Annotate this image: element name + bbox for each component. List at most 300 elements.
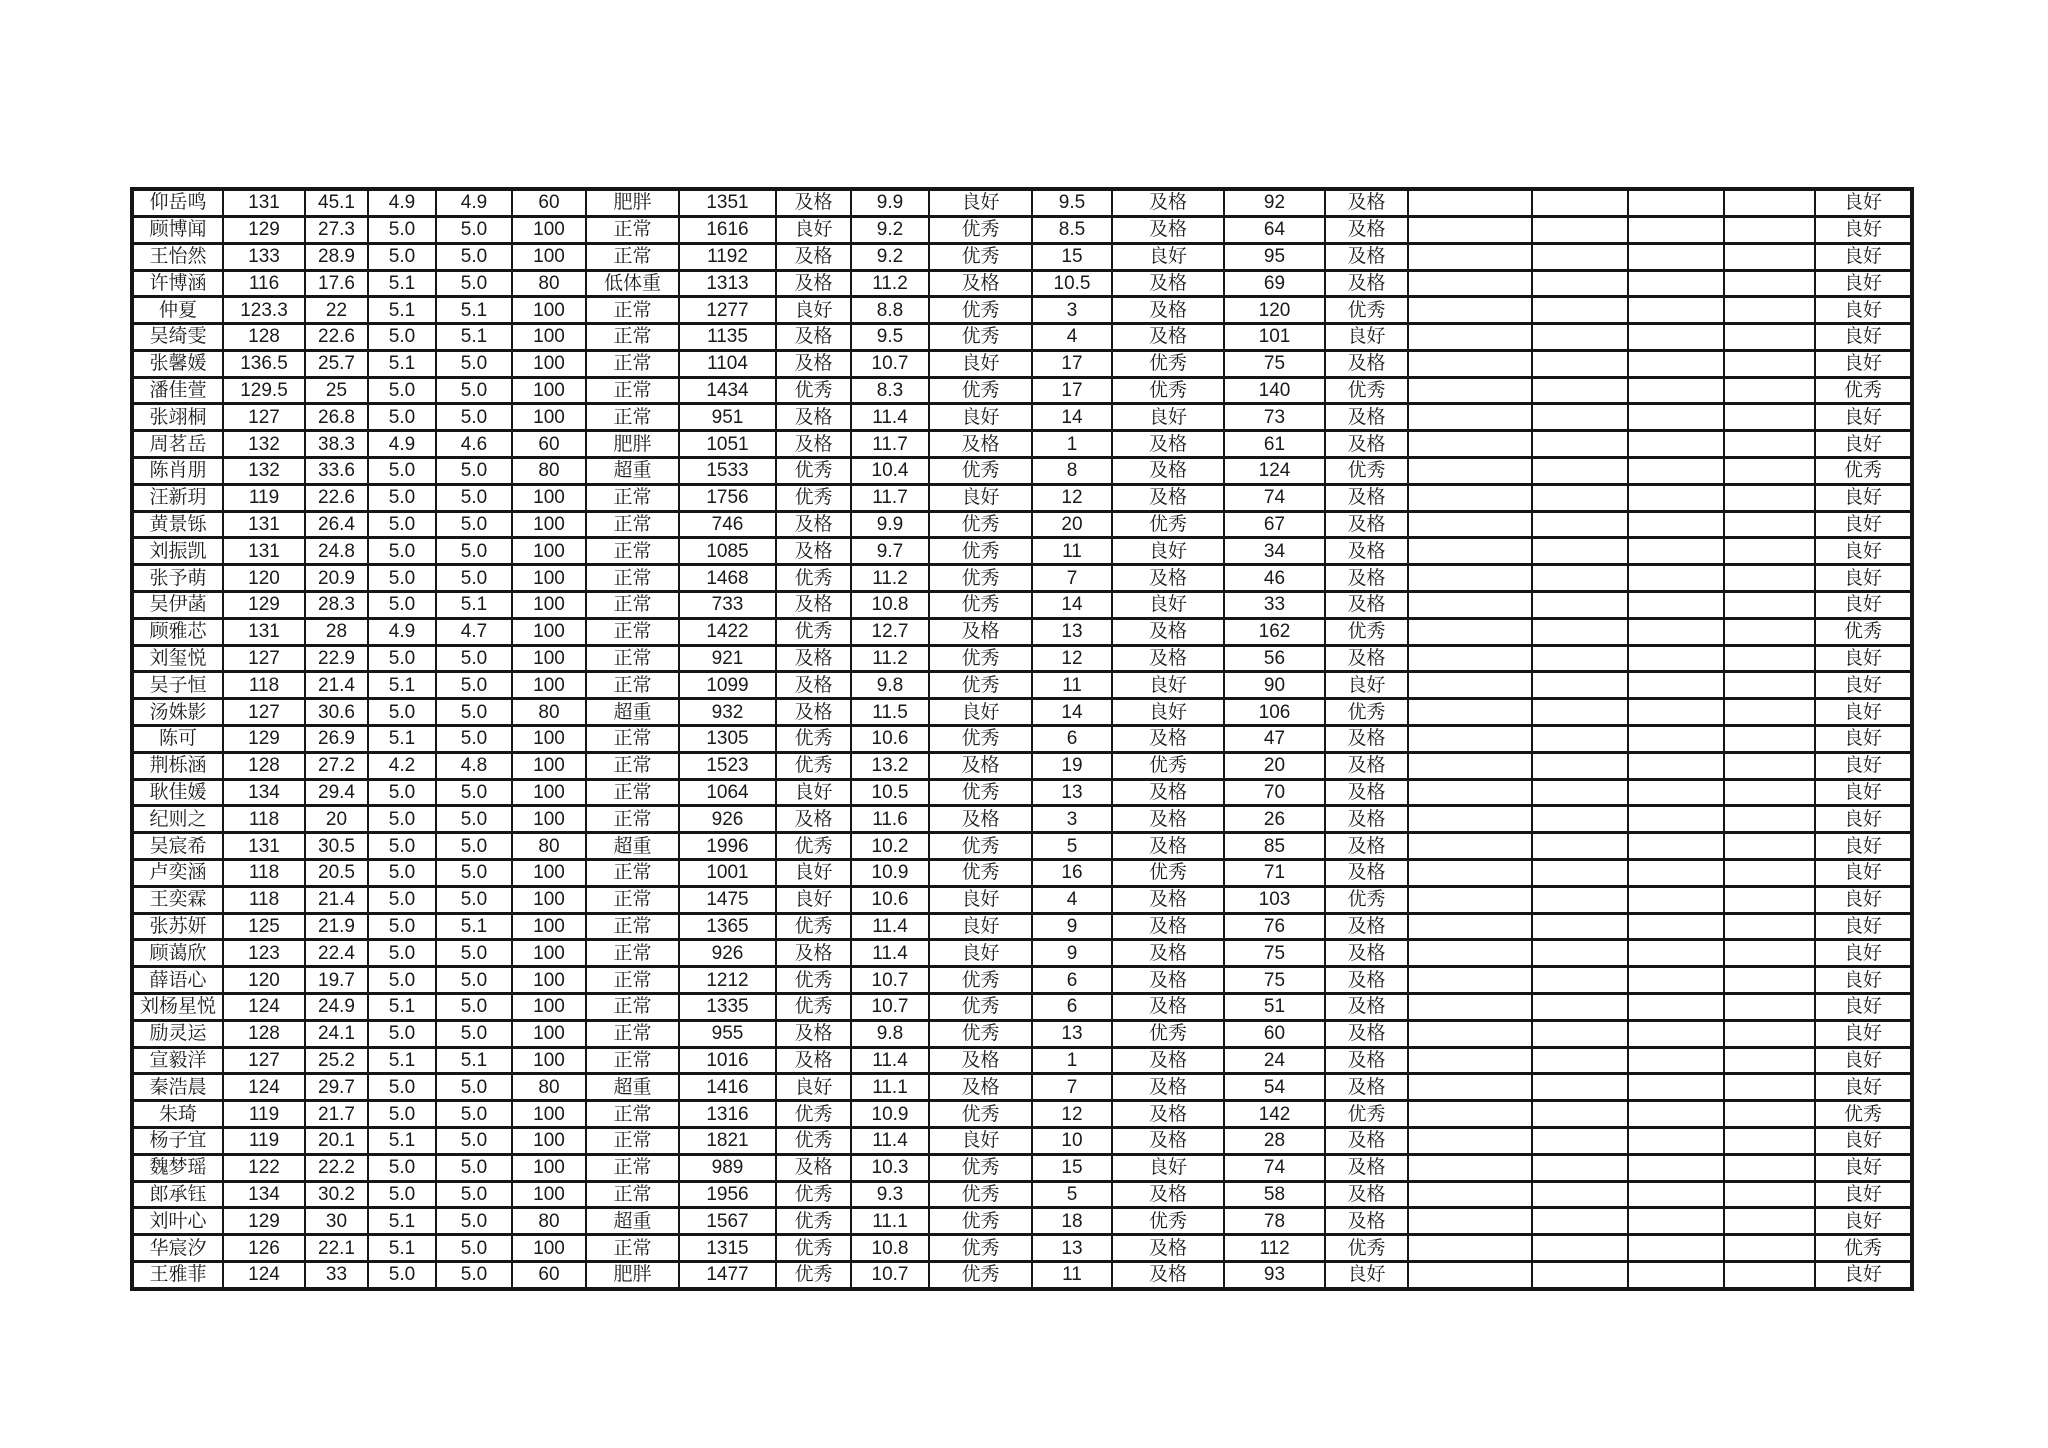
cell: 5.0 xyxy=(436,833,512,860)
empty-cell xyxy=(1724,511,1815,538)
cell: 15 xyxy=(1032,1154,1112,1181)
empty-cell xyxy=(1532,913,1628,940)
cell: 11.5 xyxy=(851,699,929,726)
empty-cell xyxy=(1532,538,1628,565)
cell: 及格 xyxy=(1112,1074,1224,1101)
empty-cell xyxy=(1628,377,1724,404)
cell: 5.0 xyxy=(368,1261,436,1289)
cell: 正常 xyxy=(586,484,679,511)
cell: 1 xyxy=(1032,1047,1112,1074)
cell: 24.1 xyxy=(305,1020,368,1047)
empty-cell xyxy=(1628,886,1724,913)
table-row xyxy=(132,216,1912,243)
cell: 正常 xyxy=(586,967,679,994)
empty-cell xyxy=(1408,538,1532,565)
cell: 良好 xyxy=(776,1074,851,1101)
cell: 46 xyxy=(1224,565,1325,592)
cell: 5.0 xyxy=(368,404,436,431)
cell: 8 xyxy=(1032,458,1112,485)
empty-cell xyxy=(1724,699,1815,726)
cell: 5.0 xyxy=(436,350,512,377)
cell: 5.0 xyxy=(368,538,436,565)
cell: 100 xyxy=(512,726,586,753)
table-row xyxy=(132,324,1912,351)
cell: 正常 xyxy=(586,243,679,270)
cell: 超重 xyxy=(586,1208,679,1235)
cell: 51 xyxy=(1224,994,1325,1021)
cell: 119 xyxy=(223,1128,305,1155)
cell: 陈肖朋 xyxy=(132,458,223,485)
cell: 12 xyxy=(1032,1101,1112,1128)
cell: 优秀 xyxy=(776,1208,851,1235)
table-row xyxy=(132,538,1912,565)
cell: 70 xyxy=(1224,779,1325,806)
empty-cell xyxy=(1628,1235,1724,1262)
cell: 127 xyxy=(223,645,305,672)
cell: 及格 xyxy=(1112,216,1224,243)
empty-cell xyxy=(1724,1020,1815,1047)
cell: 100 xyxy=(512,645,586,672)
cell: 良好 xyxy=(1815,431,1912,458)
empty-cell xyxy=(1724,1261,1815,1289)
cell: 5.1 xyxy=(368,1128,436,1155)
empty-cell xyxy=(1724,1235,1815,1262)
cell: 优秀 xyxy=(1815,377,1912,404)
cell: 5.1 xyxy=(368,1235,436,1262)
empty-cell xyxy=(1532,699,1628,726)
cell: 1064 xyxy=(679,779,776,806)
empty-cell xyxy=(1628,672,1724,699)
cell: 12.7 xyxy=(851,618,929,645)
cell: 优秀 xyxy=(1112,1020,1224,1047)
cell: 5.0 xyxy=(436,1261,512,1289)
cell: 20.1 xyxy=(305,1128,368,1155)
table-row xyxy=(132,913,1912,940)
cell: 54 xyxy=(1224,1074,1325,1101)
cell: 优秀 xyxy=(776,618,851,645)
cell: 140 xyxy=(1224,377,1325,404)
cell: 1 xyxy=(1032,431,1112,458)
table-row xyxy=(132,1020,1912,1047)
empty-cell xyxy=(1724,1208,1815,1235)
cell: 28 xyxy=(305,618,368,645)
cell: 5.0 xyxy=(436,216,512,243)
table-row xyxy=(132,699,1912,726)
empty-cell xyxy=(1532,672,1628,699)
cell: 4 xyxy=(1032,324,1112,351)
cell: 27.2 xyxy=(305,752,368,779)
empty-cell xyxy=(1628,1020,1724,1047)
cell: 128 xyxy=(223,324,305,351)
empty-cell xyxy=(1724,806,1815,833)
empty-cell xyxy=(1724,860,1815,887)
cell: 5 xyxy=(1032,833,1112,860)
cell: 及格 xyxy=(1112,618,1224,645)
cell: 正常 xyxy=(586,994,679,1021)
empty-cell xyxy=(1724,404,1815,431)
cell: 超重 xyxy=(586,833,679,860)
cell: 129 xyxy=(223,216,305,243)
cell: 及格 xyxy=(776,350,851,377)
cell: 及格 xyxy=(776,672,851,699)
cell: 及格 xyxy=(776,699,851,726)
cell: 及格 xyxy=(1325,726,1408,753)
empty-cell xyxy=(1408,1101,1532,1128)
cell: 刘叶心 xyxy=(132,1208,223,1235)
cell: 仰岳鸣 xyxy=(132,189,223,216)
cell: 优秀 xyxy=(1112,511,1224,538)
cell: 11.6 xyxy=(851,806,929,833)
cell: 13 xyxy=(1032,779,1112,806)
cell: 及格 xyxy=(776,189,851,216)
cell: 22.2 xyxy=(305,1154,368,1181)
cell: 28.9 xyxy=(305,243,368,270)
cell: 1434 xyxy=(679,377,776,404)
cell: 5.0 xyxy=(368,699,436,726)
table-row xyxy=(132,645,1912,672)
cell: 良好 xyxy=(1112,699,1224,726)
cell: 123.3 xyxy=(223,297,305,324)
cell: 100 xyxy=(512,752,586,779)
cell: 1305 xyxy=(679,726,776,753)
cell: 优秀 xyxy=(776,1101,851,1128)
empty-cell xyxy=(1724,645,1815,672)
cell: 良好 xyxy=(1815,484,1912,511)
cell: 13 xyxy=(1032,618,1112,645)
empty-cell xyxy=(1724,1101,1815,1128)
cell: 80 xyxy=(512,833,586,860)
cell: 118 xyxy=(223,860,305,887)
cell: 75 xyxy=(1224,940,1325,967)
cell: 优秀 xyxy=(1112,860,1224,887)
cell: 正常 xyxy=(586,511,679,538)
cell: 15 xyxy=(1032,243,1112,270)
empty-cell xyxy=(1408,243,1532,270)
cell: 优秀 xyxy=(776,913,851,940)
empty-cell xyxy=(1408,1235,1532,1262)
empty-cell xyxy=(1408,913,1532,940)
empty-cell xyxy=(1724,913,1815,940)
cell: 及格 xyxy=(1112,324,1224,351)
cell: 5.0 xyxy=(368,940,436,967)
cell: 正常 xyxy=(586,565,679,592)
cell: 80 xyxy=(512,458,586,485)
empty-cell xyxy=(1724,216,1815,243)
cell: 顾雅芯 xyxy=(132,618,223,645)
cell: 12 xyxy=(1032,484,1112,511)
table-row xyxy=(132,833,1912,860)
cell: 90 xyxy=(1224,672,1325,699)
empty-cell xyxy=(1532,458,1628,485)
empty-cell xyxy=(1408,940,1532,967)
cell: 14 xyxy=(1032,592,1112,619)
cell: 正常 xyxy=(586,1181,679,1208)
cell: 119 xyxy=(223,1101,305,1128)
empty-cell xyxy=(1408,350,1532,377)
empty-cell xyxy=(1408,833,1532,860)
cell: 良好 xyxy=(929,189,1032,216)
empty-cell xyxy=(1724,243,1815,270)
cell: 优秀 xyxy=(1325,377,1408,404)
cell: 及格 xyxy=(1325,645,1408,672)
empty-cell xyxy=(1532,752,1628,779)
empty-cell xyxy=(1724,1128,1815,1155)
table-row xyxy=(132,994,1912,1021)
table-row xyxy=(132,1154,1912,1181)
cell: 1365 xyxy=(679,913,776,940)
empty-cell xyxy=(1532,1181,1628,1208)
cell: 30.2 xyxy=(305,1181,368,1208)
empty-cell xyxy=(1408,1181,1532,1208)
cell: 21.9 xyxy=(305,913,368,940)
cell: 5.0 xyxy=(436,565,512,592)
empty-cell xyxy=(1628,592,1724,619)
cell: 100 xyxy=(512,350,586,377)
cell: 118 xyxy=(223,886,305,913)
cell: 正常 xyxy=(586,592,679,619)
empty-cell xyxy=(1724,458,1815,485)
cell: 及格 xyxy=(1112,806,1224,833)
cell: 9.3 xyxy=(851,1181,929,1208)
cell: 及格 xyxy=(1325,1020,1408,1047)
cell: 良好 xyxy=(1815,940,1912,967)
cell: 及格 xyxy=(776,806,851,833)
cell: 4.2 xyxy=(368,752,436,779)
cell: 1996 xyxy=(679,833,776,860)
cell: 正常 xyxy=(586,1154,679,1181)
table-row xyxy=(132,458,1912,485)
cell: 1351 xyxy=(679,189,776,216)
cell: 优秀 xyxy=(929,1235,1032,1262)
cell: 及格 xyxy=(929,752,1032,779)
cell: 1956 xyxy=(679,1181,776,1208)
cell: 陈可 xyxy=(132,726,223,753)
cell: 5.0 xyxy=(368,1154,436,1181)
cell: 良好 xyxy=(1815,592,1912,619)
cell: 良好 xyxy=(1815,1020,1912,1047)
cell: 良好 xyxy=(1815,404,1912,431)
cell: 优秀 xyxy=(929,1181,1032,1208)
cell: 正常 xyxy=(586,404,679,431)
cell: 131 xyxy=(223,833,305,860)
empty-cell xyxy=(1724,431,1815,458)
cell: 75 xyxy=(1224,350,1325,377)
empty-cell xyxy=(1724,484,1815,511)
cell: 优秀 xyxy=(929,511,1032,538)
cell: 4.9 xyxy=(368,189,436,216)
cell: 1422 xyxy=(679,618,776,645)
empty-cell xyxy=(1408,752,1532,779)
cell: 11.4 xyxy=(851,940,929,967)
cell: 1316 xyxy=(679,1101,776,1128)
cell: 29.4 xyxy=(305,779,368,806)
cell: 及格 xyxy=(1112,1181,1224,1208)
cell: 王雅菲 xyxy=(132,1261,223,1289)
cell: 3 xyxy=(1032,806,1112,833)
cell: 优秀 xyxy=(929,1208,1032,1235)
cell: 22.1 xyxy=(305,1235,368,1262)
cell: 正常 xyxy=(586,672,679,699)
cell: 优秀 xyxy=(1815,458,1912,485)
cell: 1104 xyxy=(679,350,776,377)
cell: 及格 xyxy=(929,1047,1032,1074)
table-row xyxy=(132,1074,1912,1101)
cell: 及格 xyxy=(1112,1047,1224,1074)
cell: 10.9 xyxy=(851,1101,929,1128)
empty-cell xyxy=(1532,1128,1628,1155)
cell: 11.2 xyxy=(851,645,929,672)
empty-cell xyxy=(1628,1208,1724,1235)
cell: 5.0 xyxy=(436,484,512,511)
cell: 76 xyxy=(1224,913,1325,940)
cell: 119 xyxy=(223,484,305,511)
cell: 5.1 xyxy=(436,297,512,324)
cell: 优秀 xyxy=(776,1235,851,1262)
cell: 9 xyxy=(1032,940,1112,967)
empty-cell xyxy=(1532,484,1628,511)
cell: 优秀 xyxy=(929,833,1032,860)
cell: 34 xyxy=(1224,538,1325,565)
cell: 及格 xyxy=(1325,752,1408,779)
cell: 5.0 xyxy=(368,779,436,806)
cell: 30.6 xyxy=(305,699,368,726)
empty-cell xyxy=(1628,431,1724,458)
cell: 良好 xyxy=(1815,726,1912,753)
cell: 良好 xyxy=(1815,752,1912,779)
empty-cell xyxy=(1628,913,1724,940)
cell: 刘玺悦 xyxy=(132,645,223,672)
cell: 127 xyxy=(223,404,305,431)
cell: 11.2 xyxy=(851,565,929,592)
cell: 刘振凯 xyxy=(132,538,223,565)
empty-cell xyxy=(1628,752,1724,779)
cell: 33 xyxy=(305,1261,368,1289)
cell: 及格 xyxy=(1325,565,1408,592)
cell: 良好 xyxy=(1815,913,1912,940)
cell: 26.9 xyxy=(305,726,368,753)
cell: 及格 xyxy=(776,324,851,351)
empty-cell xyxy=(1532,1154,1628,1181)
cell: 优秀 xyxy=(929,377,1032,404)
cell: 及格 xyxy=(1325,1128,1408,1155)
cell: 优秀 xyxy=(929,592,1032,619)
cell: 及格 xyxy=(929,1074,1032,1101)
cell: 正常 xyxy=(586,913,679,940)
cell: 128 xyxy=(223,1020,305,1047)
cell: 80 xyxy=(512,699,586,726)
cell: 80 xyxy=(512,270,586,297)
empty-cell xyxy=(1724,994,1815,1021)
cell: 120 xyxy=(1224,297,1325,324)
cell: 20.9 xyxy=(305,565,368,592)
empty-cell xyxy=(1724,1074,1815,1101)
empty-cell xyxy=(1408,377,1532,404)
cell: 正常 xyxy=(586,1101,679,1128)
cell: 128 xyxy=(223,752,305,779)
cell: 100 xyxy=(512,967,586,994)
cell: 优秀 xyxy=(929,216,1032,243)
cell: 11.1 xyxy=(851,1074,929,1101)
cell: 1567 xyxy=(679,1208,776,1235)
cell: 921 xyxy=(679,645,776,672)
cell: 1475 xyxy=(679,886,776,913)
cell: 及格 xyxy=(776,511,851,538)
table-row xyxy=(132,511,1912,538)
cell: 1315 xyxy=(679,1235,776,1262)
cell: 33.6 xyxy=(305,458,368,485)
cell: 5.0 xyxy=(436,538,512,565)
cell: 131 xyxy=(223,538,305,565)
cell: 及格 xyxy=(1325,967,1408,994)
cell: 良好 xyxy=(929,404,1032,431)
cell: 101 xyxy=(1224,324,1325,351)
table-row xyxy=(132,940,1912,967)
cell: 11.4 xyxy=(851,1047,929,1074)
cell: 优秀 xyxy=(1325,297,1408,324)
empty-cell xyxy=(1532,592,1628,619)
cell: 5.0 xyxy=(436,1235,512,1262)
empty-cell xyxy=(1628,1047,1724,1074)
empty-cell xyxy=(1724,752,1815,779)
empty-cell xyxy=(1628,994,1724,1021)
cell: 良好 xyxy=(1815,1074,1912,1101)
cell: 30.5 xyxy=(305,833,368,860)
empty-cell xyxy=(1532,779,1628,806)
cell: 5.0 xyxy=(436,994,512,1021)
cell: 5.0 xyxy=(436,270,512,297)
cell: 11 xyxy=(1032,672,1112,699)
empty-cell xyxy=(1532,270,1628,297)
cell: 733 xyxy=(679,592,776,619)
cell: 11 xyxy=(1032,1261,1112,1289)
empty-cell xyxy=(1408,297,1532,324)
cell: 100 xyxy=(512,806,586,833)
cell: 7 xyxy=(1032,565,1112,592)
empty-cell xyxy=(1628,618,1724,645)
cell: 124 xyxy=(223,1261,305,1289)
cell: 1001 xyxy=(679,860,776,887)
cell: 118 xyxy=(223,672,305,699)
cell: 24 xyxy=(1224,1047,1325,1074)
cell: 及格 xyxy=(1112,967,1224,994)
cell: 正常 xyxy=(586,940,679,967)
cell: 5.1 xyxy=(368,1047,436,1074)
empty-cell xyxy=(1532,940,1628,967)
empty-cell xyxy=(1628,216,1724,243)
cell: 100 xyxy=(512,886,586,913)
empty-cell xyxy=(1628,806,1724,833)
cell: 优秀 xyxy=(1112,1208,1224,1235)
empty-cell xyxy=(1408,270,1532,297)
cell: 100 xyxy=(512,243,586,270)
cell: 良好 xyxy=(776,779,851,806)
cell: 超重 xyxy=(586,458,679,485)
empty-cell xyxy=(1408,645,1532,672)
cell: 及格 xyxy=(776,1020,851,1047)
cell: 正常 xyxy=(586,618,679,645)
cell: 5.1 xyxy=(436,592,512,619)
empty-cell xyxy=(1724,270,1815,297)
cell: 13.2 xyxy=(851,752,929,779)
cell: 及格 xyxy=(929,270,1032,297)
cell: 20 xyxy=(305,806,368,833)
cell: 良好 xyxy=(1112,672,1224,699)
cell: 75 xyxy=(1224,967,1325,994)
empty-cell xyxy=(1408,726,1532,753)
cell: 及格 xyxy=(1112,458,1224,485)
cell: 5.0 xyxy=(436,377,512,404)
table-row xyxy=(132,377,1912,404)
